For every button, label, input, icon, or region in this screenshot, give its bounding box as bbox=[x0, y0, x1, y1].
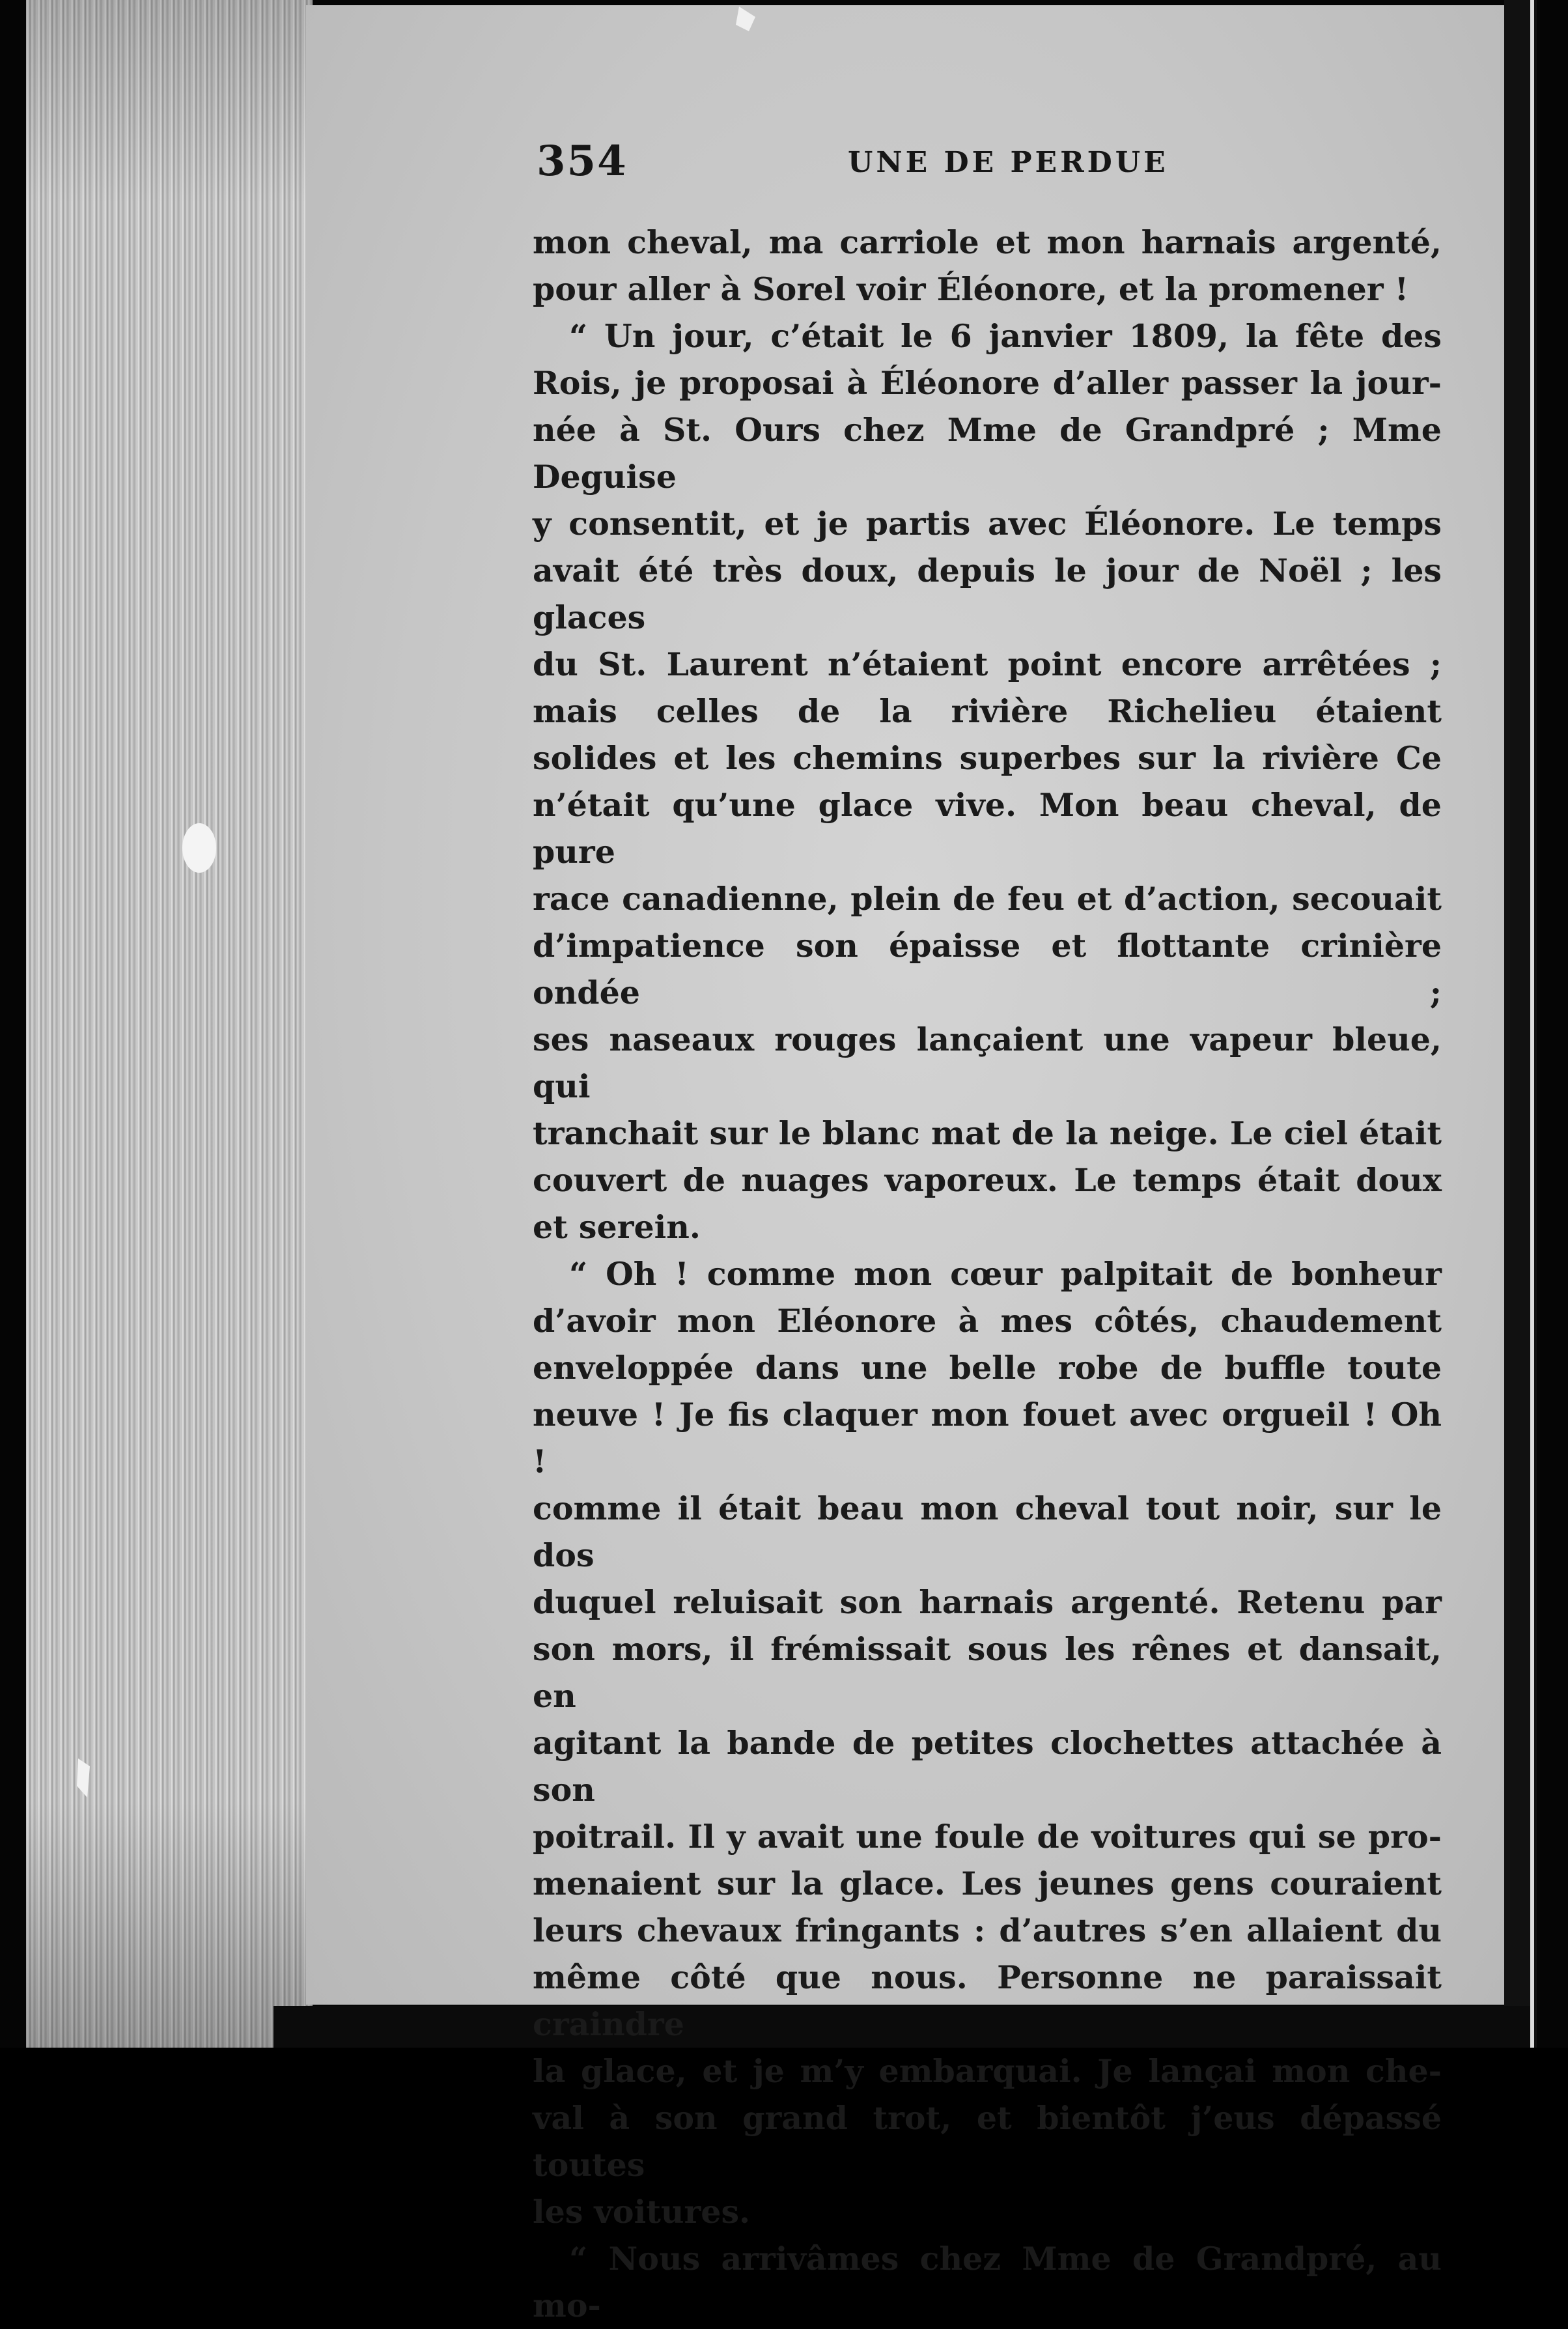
text-line: ses naseaux rouges lançaient une vapeur bleue, qui bbox=[533, 1021, 1442, 1105]
page-number: 354 bbox=[537, 137, 628, 186]
text-line: race canadienne, plein de feu et d’action, secouait bbox=[533, 880, 1442, 918]
text-line: val à son grand trot, et bientôt j’eus dépassé toutes bbox=[533, 2099, 1442, 2184]
text-line: menaient sur la glace. Les jeunes gens couraient bbox=[533, 1865, 1442, 1902]
text-line: mon cheval, ma carriole et mon harnais argenté, bbox=[533, 223, 1442, 261]
text-line: avait été très doux, depuis le jour de Noël ; les glaces bbox=[533, 552, 1442, 636]
text-line: neuve ! Je fis claquer mon fouet avec orgueil ! Oh ! bbox=[533, 1396, 1442, 1480]
text-line: la glace, et je m’y embarquai. Je lançai mon che- bbox=[533, 2052, 1442, 2090]
text-line: couvert de nuages vaporeux. Le temps était doux bbox=[533, 1161, 1442, 1199]
page-edges-stack bbox=[26, 0, 313, 2048]
text-line: comme il était beau mon cheval tout noir, sur le dos bbox=[533, 1489, 1442, 1574]
body-text bbox=[533, 219, 1442, 2329]
text-line: “ Un jour, c’était le 6 janvier 1809, la fête des bbox=[569, 317, 1442, 355]
text-line: Rois, je proposai à Éléonore d’aller passer la jour- bbox=[533, 364, 1442, 402]
running-head bbox=[537, 137, 1442, 189]
text-line: leurs chevaux fringants : d’autres s’en allaient du bbox=[533, 1912, 1442, 1949]
running-title: UNE DE PERDUE bbox=[848, 146, 1169, 179]
text-line: solides et les chemins superbes sur la rivière Ce bbox=[533, 739, 1442, 777]
text-line: pour aller à Sorel voir Éléonore, et la promener ! bbox=[533, 270, 1409, 308]
text-line: tranchait sur le blanc mat de la neige. Le ciel était bbox=[533, 1114, 1442, 1152]
binding-edge-line bbox=[1530, 0, 1534, 2048]
text-line: mais celles de la rivière Richelieu étaient bbox=[533, 692, 1442, 730]
text-line: “ Nous arrivâmes chez Mme de Grandpré, au mo- bbox=[533, 2240, 1442, 2324]
text-line: les voitures. bbox=[533, 2193, 751, 2231]
text-line: même côté que nous. Personne ne paraissait craindre bbox=[533, 1958, 1442, 2043]
text-line: d’avoir mon Eléonore à mes côtés, chaudement bbox=[533, 1302, 1442, 1340]
text-line: et serein. bbox=[533, 1208, 701, 1246]
text-line: “ Oh ! comme mon cœur palpitait de bonheur bbox=[569, 1255, 1442, 1293]
text-line: d’impatience son épaisse et flottante crinière ondée ; bbox=[533, 927, 1442, 1011]
text-line: poitrail. Il y avait une foule de voitures qui se pro- bbox=[533, 1818, 1442, 1856]
text-line: duquel reluisait son harnais argenté. Retenu par bbox=[533, 1583, 1442, 1621]
text-line: agitant la bande de petites clochettes attachée à son bbox=[533, 1724, 1442, 1809]
text-line: n’était qu’une glace vive. Mon beau cheval, de pure bbox=[533, 786, 1442, 871]
text-line: enveloppée dans une belle robe de buffle toute bbox=[533, 1349, 1442, 1387]
text-line: son mors, il frémissait sous les rênes et dansait, en bbox=[533, 1630, 1442, 1715]
text-line: du St. Laurent n’étaient point encore arrêtées ; bbox=[533, 645, 1442, 683]
text-line: née à St. Ours chez Mme de Grandpré ; Mme Deguise bbox=[533, 411, 1442, 496]
text-line: y consentit, et je partis avec Éléonore. Le temps bbox=[533, 505, 1442, 543]
